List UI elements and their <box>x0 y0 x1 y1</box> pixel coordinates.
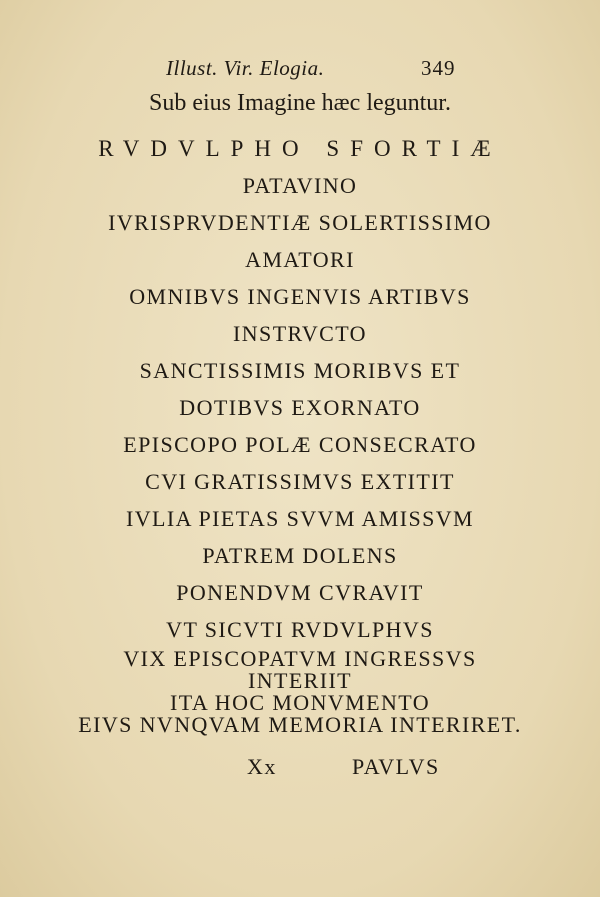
inscription-line: PONENDVM CVRAVIT <box>176 580 424 605</box>
inscription-line: OMNIBVS INGENVIS ARTIBVS <box>129 284 471 309</box>
signature-mark: Xx <box>247 754 277 779</box>
inscription-line: SANCTISSIMIS MORIBVS ET <box>139 358 461 383</box>
page-footer <box>0 754 600 784</box>
inscription-line: PATREM DOLENS <box>202 543 398 568</box>
running-head <box>0 56 600 86</box>
intro-line: Sub eius Imagine hæc leguntur. <box>149 90 451 116</box>
running-title: Illust. Vir. Elogia. <box>166 56 325 80</box>
inscription-line: VT SICVTI RVDVLPHVS <box>166 617 434 642</box>
inscription-line: DOTIBVS EXORNATO <box>179 395 421 420</box>
inscription-line: PATAVINO <box>242 173 358 198</box>
inscription-line: IVLIA PIETAS SVVM AMISSVM <box>125 506 474 531</box>
inscription-line: INSTRVCTO <box>233 321 367 346</box>
inscription-line: CVI GRATISSIMVS EXTITIT <box>145 469 455 494</box>
inscription-line: AMATORI <box>245 247 355 272</box>
catchword: PAVLVS <box>352 754 440 779</box>
inscription-line: EIVS NVNQVAM MEMORIA INTERIRET. <box>78 712 522 737</box>
inscription-line: RVDVLPHO SFORTIÆ <box>98 136 502 161</box>
page-number: 349 <box>421 56 456 80</box>
inscription <box>0 130 600 736</box>
inscription-line: VIX EPISCOPATVM INGRESSVS <box>123 646 477 671</box>
inscription-line: IVRISPRVDENTIÆ SOLERTISSIMO <box>108 210 492 235</box>
inscription-line: EPISCOPO POLÆ CONSECRATO <box>123 432 477 457</box>
inscription-line: ITA HOC MONVMENTO <box>170 690 430 715</box>
inscription-line: INTERIIT <box>247 668 353 693</box>
